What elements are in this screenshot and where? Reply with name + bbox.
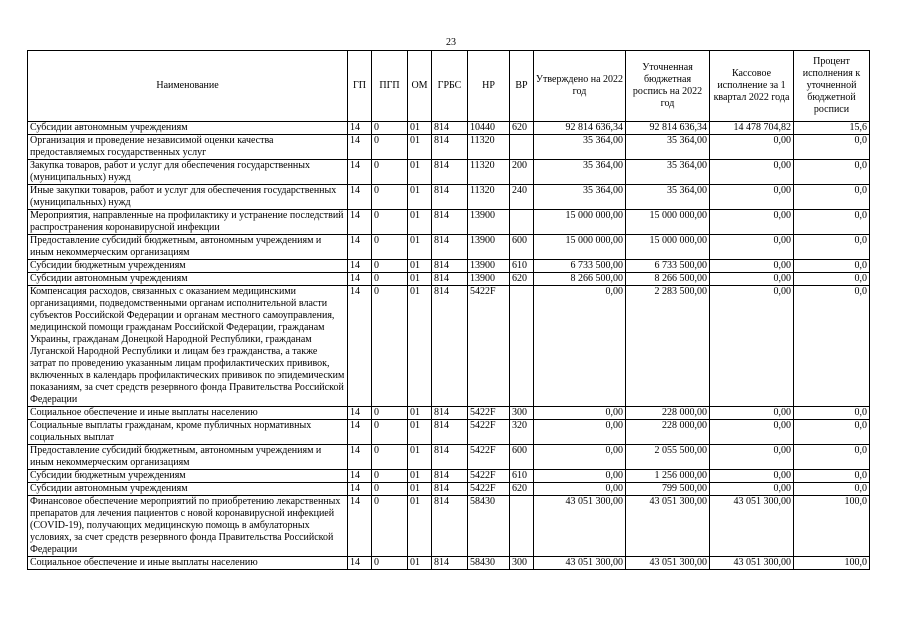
row-gp: 14 xyxy=(348,445,372,470)
row-pgp: 0 xyxy=(372,185,408,210)
row-grbs: 814 xyxy=(432,445,468,470)
row-vr: 620 xyxy=(510,122,534,135)
row-name: Предоставление субсидий бюджетным, автономным учреждениям и иным некоммерческим организациям xyxy=(28,445,348,470)
row-percent: 0,0 xyxy=(794,235,870,260)
row-refined: 35 364,00 xyxy=(626,135,710,160)
row-gp: 14 xyxy=(348,235,372,260)
row-grbs: 814 xyxy=(432,407,468,420)
header-gp: ГП xyxy=(348,51,372,122)
row-name: Субсидии автономным учреждениям xyxy=(28,122,348,135)
row-np: 13900 xyxy=(468,273,510,286)
table-header-row xyxy=(28,51,870,122)
row-percent: 100,0 xyxy=(794,557,870,570)
row-om: 01 xyxy=(408,286,432,407)
row-approved: 0,00 xyxy=(534,470,626,483)
table-row xyxy=(28,185,870,210)
row-approved: 15 000 000,00 xyxy=(534,235,626,260)
row-approved: 15 000 000,00 xyxy=(534,210,626,235)
row-cash: 0,00 xyxy=(710,286,794,407)
header-pgp: ПГП xyxy=(372,51,408,122)
table-row xyxy=(28,420,870,445)
row-cash: 0,00 xyxy=(710,160,794,185)
row-gp: 14 xyxy=(348,135,372,160)
row-approved: 0,00 xyxy=(534,286,626,407)
row-refined: 799 500,00 xyxy=(626,483,710,496)
row-grbs: 814 xyxy=(432,483,468,496)
row-name: Социальные выплаты гражданам, кроме публичных нормативных социальных выплат xyxy=(28,420,348,445)
row-np: 58430 xyxy=(468,557,510,570)
row-name: Субсидии автономным учреждениям xyxy=(28,273,348,286)
row-approved: 0,00 xyxy=(534,483,626,496)
row-gp: 14 xyxy=(348,470,372,483)
row-om: 01 xyxy=(408,235,432,260)
row-name: Закупка товаров, работ и услуг для обеспечения государственных (муниципальных) нужд xyxy=(28,160,348,185)
row-refined: 228 000,00 xyxy=(626,420,710,445)
row-cash: 43 051 300,00 xyxy=(710,496,794,557)
row-percent: 0,0 xyxy=(794,483,870,496)
row-refined: 2 055 500,00 xyxy=(626,445,710,470)
row-gp: 14 xyxy=(348,122,372,135)
row-grbs: 814 xyxy=(432,235,468,260)
row-vr: 300 xyxy=(510,407,534,420)
row-vr: 240 xyxy=(510,185,534,210)
row-gp: 14 xyxy=(348,185,372,210)
row-approved: 0,00 xyxy=(534,407,626,420)
row-np: 13900 xyxy=(468,235,510,260)
row-percent: 15,6 xyxy=(794,122,870,135)
row-om: 01 xyxy=(408,260,432,273)
row-percent: 0,0 xyxy=(794,470,870,483)
row-grbs: 814 xyxy=(432,286,468,407)
row-om: 01 xyxy=(408,407,432,420)
row-approved: 43 051 300,00 xyxy=(534,496,626,557)
row-percent: 0,0 xyxy=(794,210,870,235)
row-pgp: 0 xyxy=(372,273,408,286)
row-om: 01 xyxy=(408,557,432,570)
row-refined: 228 000,00 xyxy=(626,407,710,420)
row-gp: 14 xyxy=(348,557,372,570)
row-np: 11320 xyxy=(468,160,510,185)
row-cash: 0,00 xyxy=(710,273,794,286)
row-np: 5422F xyxy=(468,445,510,470)
row-om: 01 xyxy=(408,185,432,210)
row-refined: 92 814 636,34 xyxy=(626,122,710,135)
row-om: 01 xyxy=(408,122,432,135)
row-grbs: 814 xyxy=(432,260,468,273)
table-row xyxy=(28,273,870,286)
header-om: ОМ xyxy=(408,51,432,122)
row-vr: 610 xyxy=(510,260,534,273)
row-grbs: 814 xyxy=(432,210,468,235)
row-percent: 0,0 xyxy=(794,445,870,470)
row-refined: 2 283 500,00 xyxy=(626,286,710,407)
table-row xyxy=(28,235,870,260)
row-approved: 0,00 xyxy=(534,445,626,470)
header-cash: Кассовое исполнение за 1 квартал 2022 года xyxy=(710,51,794,122)
row-gp: 14 xyxy=(348,286,372,407)
row-vr xyxy=(510,496,534,557)
row-approved: 43 051 300,00 xyxy=(534,557,626,570)
row-name: Мероприятия, направленные на профилактику и устранение последствий распространения коронавирусной инфекции xyxy=(28,210,348,235)
row-gp: 14 xyxy=(348,273,372,286)
row-np: 58430 xyxy=(468,496,510,557)
row-grbs: 814 xyxy=(432,185,468,210)
row-percent: 0,0 xyxy=(794,407,870,420)
header-refined: Уточненная бюджетная роспись на 2022 год xyxy=(626,51,710,122)
row-vr xyxy=(510,286,534,407)
row-np: 5422F xyxy=(468,407,510,420)
row-grbs: 814 xyxy=(432,557,468,570)
row-np: 10440 xyxy=(468,122,510,135)
row-vr: 320 xyxy=(510,420,534,445)
row-pgp: 0 xyxy=(372,557,408,570)
table-row xyxy=(28,557,870,570)
row-np: 13900 xyxy=(468,260,510,273)
row-vr: 300 xyxy=(510,557,534,570)
row-name: Предоставление субсидий бюджетным, автономным учреждениям и иным некоммерческим организациям xyxy=(28,235,348,260)
row-om: 01 xyxy=(408,273,432,286)
row-np: 5422F xyxy=(468,483,510,496)
row-refined: 43 051 300,00 xyxy=(626,496,710,557)
row-percent: 100,0 xyxy=(794,496,870,557)
row-cash: 0,00 xyxy=(710,445,794,470)
row-grbs: 814 xyxy=(432,160,468,185)
row-name: Субсидии бюджетным учреждениям xyxy=(28,260,348,273)
row-np: 5422F xyxy=(468,470,510,483)
row-approved: 35 364,00 xyxy=(534,160,626,185)
row-grbs: 814 xyxy=(432,420,468,445)
row-cash: 0,00 xyxy=(710,470,794,483)
table-row xyxy=(28,160,870,185)
table-row xyxy=(28,483,870,496)
row-refined: 6 733 500,00 xyxy=(626,260,710,273)
row-cash: 43 051 300,00 xyxy=(710,557,794,570)
row-name: Организация и проведение независимой оценки качества предоставляемых государственных услуг xyxy=(28,135,348,160)
row-om: 01 xyxy=(408,420,432,445)
row-pgp: 0 xyxy=(372,483,408,496)
row-pgp: 0 xyxy=(372,407,408,420)
row-om: 01 xyxy=(408,483,432,496)
row-cash: 0,00 xyxy=(710,420,794,445)
row-percent: 0,0 xyxy=(794,135,870,160)
row-approved: 6 733 500,00 xyxy=(534,260,626,273)
row-name: Социальное обеспечение и иные выплаты населению xyxy=(28,557,348,570)
row-om: 01 xyxy=(408,445,432,470)
row-pgp: 0 xyxy=(372,160,408,185)
page-number: 23 xyxy=(446,37,456,48)
row-percent: 0,0 xyxy=(794,260,870,273)
row-pgp: 0 xyxy=(372,135,408,160)
row-refined: 15 000 000,00 xyxy=(626,235,710,260)
row-pgp: 0 xyxy=(372,496,408,557)
row-np: 13900 xyxy=(468,210,510,235)
table-row xyxy=(28,286,870,407)
row-np: 11320 xyxy=(468,135,510,160)
row-vr xyxy=(510,135,534,160)
row-percent: 0,0 xyxy=(794,286,870,407)
row-np: 11320 xyxy=(468,185,510,210)
row-pgp: 0 xyxy=(372,286,408,407)
header-percent: Процент исполнения к уточненной бюджетной росписи xyxy=(794,51,870,122)
row-gp: 14 xyxy=(348,260,372,273)
row-cash: 0,00 xyxy=(710,135,794,160)
row-pgp: 0 xyxy=(372,420,408,445)
row-percent: 0,0 xyxy=(794,160,870,185)
row-vr: 620 xyxy=(510,273,534,286)
row-om: 01 xyxy=(408,135,432,160)
table-row xyxy=(28,210,870,235)
row-pgp: 0 xyxy=(372,445,408,470)
header-name: Наименование xyxy=(28,51,348,122)
table-row xyxy=(28,260,870,273)
row-approved: 35 364,00 xyxy=(534,185,626,210)
row-refined: 43 051 300,00 xyxy=(626,557,710,570)
row-om: 01 xyxy=(408,470,432,483)
row-approved: 0,00 xyxy=(534,420,626,445)
row-vr: 600 xyxy=(510,235,534,260)
row-grbs: 814 xyxy=(432,135,468,160)
row-cash: 0,00 xyxy=(710,407,794,420)
row-refined: 1 256 000,00 xyxy=(626,470,710,483)
row-name: Субсидии автономным учреждениям xyxy=(28,483,348,496)
row-name: Компенсация расходов, связанных с оказанием медицинскими организациями, подведомственными органам исполнительной власти субъектов Российской Федерации и органам местного самоуправления, медицинской помощи гражданам Российской Федерации, гражданам Украины, гражданам Донецкой Народной Республики, гражданам Луганской Народной Республики и лицам без гражданства, а также затрат по проведению указанным лицам профилактических прививок, включенных в календарь профилактических прививок по эпидемическим показаниям, за счет средств резервного фонда Правительства Российской Федерации xyxy=(28,286,348,407)
row-vr: 600 xyxy=(510,445,534,470)
row-om: 01 xyxy=(408,160,432,185)
row-name: Субсидии бюджетным учреждениям xyxy=(28,470,348,483)
row-gp: 14 xyxy=(348,407,372,420)
row-pgp: 0 xyxy=(372,210,408,235)
row-cash: 0,00 xyxy=(710,483,794,496)
row-grbs: 814 xyxy=(432,122,468,135)
row-approved: 8 266 500,00 xyxy=(534,273,626,286)
table-body xyxy=(28,122,870,570)
row-vr: 620 xyxy=(510,483,534,496)
row-gp: 14 xyxy=(348,160,372,185)
table-row xyxy=(28,135,870,160)
row-cash: 14 478 704,82 xyxy=(710,122,794,135)
row-refined: 35 364,00 xyxy=(626,185,710,210)
row-approved: 35 364,00 xyxy=(534,135,626,160)
row-refined: 15 000 000,00 xyxy=(626,210,710,235)
row-cash: 0,00 xyxy=(710,185,794,210)
row-np: 5422F xyxy=(468,420,510,445)
budget-table xyxy=(27,50,870,570)
row-approved: 92 814 636,34 xyxy=(534,122,626,135)
table-row xyxy=(28,407,870,420)
row-name: Финансовое обеспечение мероприятий по приобретению лекарственных препаратов для лечения пациентов с новой коронавирусной инфекцией (COVID-19), получающих медицинскую помощь в амбулаторных условиях, за счет средств резервного фонда Правительства Российской Федерации xyxy=(28,496,348,557)
table-row xyxy=(28,122,870,135)
row-percent: 0,0 xyxy=(794,420,870,445)
row-pgp: 0 xyxy=(372,235,408,260)
header-vr: ВР xyxy=(510,51,534,122)
row-grbs: 814 xyxy=(432,273,468,286)
row-cash: 0,00 xyxy=(710,235,794,260)
row-pgp: 0 xyxy=(372,122,408,135)
table-row xyxy=(28,445,870,470)
row-percent: 0,0 xyxy=(794,185,870,210)
row-vr: 200 xyxy=(510,160,534,185)
row-vr xyxy=(510,210,534,235)
row-cash: 0,00 xyxy=(710,210,794,235)
row-vr: 610 xyxy=(510,470,534,483)
header-approved: Утверждено на 2022 год xyxy=(534,51,626,122)
row-grbs: 814 xyxy=(432,470,468,483)
row-np: 5422F xyxy=(468,286,510,407)
table-row xyxy=(28,470,870,483)
row-cash: 0,00 xyxy=(710,260,794,273)
row-om: 01 xyxy=(408,210,432,235)
row-gp: 14 xyxy=(348,420,372,445)
row-grbs: 814 xyxy=(432,496,468,557)
header-np: НР xyxy=(468,51,510,122)
row-percent: 0,0 xyxy=(794,273,870,286)
row-gp: 14 xyxy=(348,210,372,235)
row-name: Иные закупки товаров, работ и услуг для обеспечения государственных (муниципальных) нужд xyxy=(28,185,348,210)
row-refined: 8 266 500,00 xyxy=(626,273,710,286)
row-gp: 14 xyxy=(348,483,372,496)
header-grbs: ГРБС xyxy=(432,51,468,122)
row-pgp: 0 xyxy=(372,260,408,273)
row-om: 01 xyxy=(408,496,432,557)
row-gp: 14 xyxy=(348,496,372,557)
row-pgp: 0 xyxy=(372,470,408,483)
row-name: Социальное обеспечение и иные выплаты населению xyxy=(28,407,348,420)
table-row xyxy=(28,496,870,557)
row-refined: 35 364,00 xyxy=(626,160,710,185)
